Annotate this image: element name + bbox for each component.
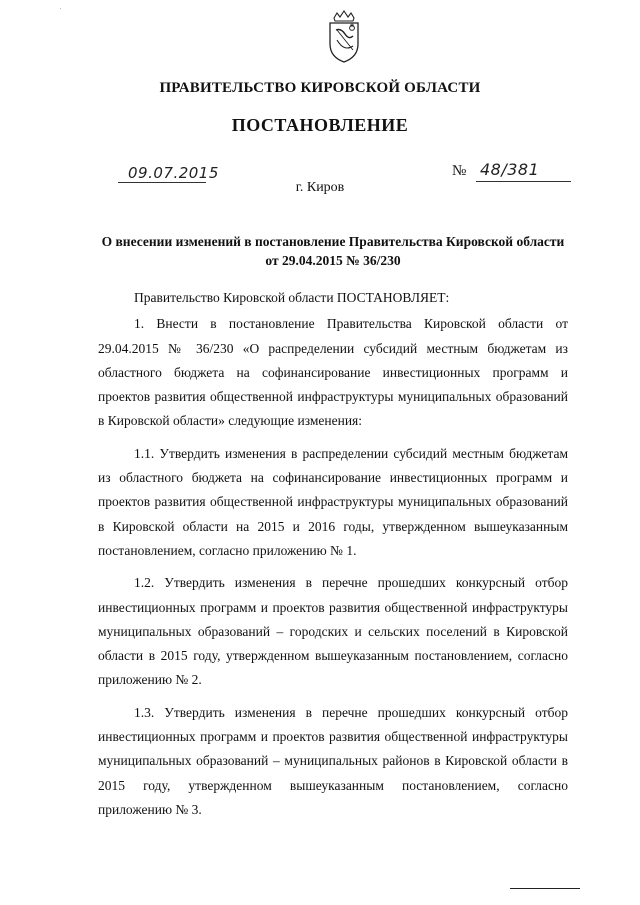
paragraph-1-1: 1.1. Утвердить изменения в распределении субсидий местным бюджетам из областного бюджета на софинансирование инвестиционных программ и проектов развития общественной инфраструктуры муниципальных образований в Кировской области на 2015 и 2016 годы, утвержденном вышеуказанным постановлением, согласно приложению № 1. [98,445,568,558]
document-type-title: ПОСТАНОВЛЕНИЕ [231,115,409,135]
paragraph-1: 1. Внести в постановление Правительства Кировской области от 29.04.2015 № 36/230 «О распределении субсидий местным бюджетам из областного бюджета на софинансирование инвестиционных программ и проектов развития общественной инфраструктуры муниципальных образований в Кировской области» следующие изменения: [98,316,568,429]
number-label: № [452,163,467,179]
scan-artifact [60,8,61,9]
government-title: ПРАВИТЕЛЬСТВО КИРОВСКОЙ ОБЛАСТИ [159,80,481,96]
bottom-rule [510,888,580,889]
paragraph-1-2: 1.2. Утвердить изменения в перечне прошедших конкурсный отбор инвестиционных программ и проектов развития общественной инфраструктуры муниципальных образований – городских и сельских поселений в Кировской области в 2015 году, утвержденном вышеуказанным постановлением, согласно приложению № 2. [98,575,568,688]
document-number: 48/381 [480,160,540,179]
preamble-paragraph: Правительство Кировской области ПОСТАНОВЛЯЕТ: [134,290,450,305]
document-date: 09.07.2015 [128,164,219,182]
paragraph-1-3: 1.3. Утвердить изменения в перечне прошедших конкурсный отбор инвестиционных программ и проектов развития общественной инфраструктуры муниципальных образований – муниципальных районов в Кировской области в 2015 году, утвержденном вышеуказанным постановлением, согласно приложению № 3. [98,704,568,817]
city-name: г. Киров [295,180,345,195]
document-body [98,286,568,830]
document-subject: О внесении изменений в постановление Правительства Кировской области от 29.04.2015 № 36/230 [101,234,565,268]
coat-of-arms-icon [325,10,363,64]
